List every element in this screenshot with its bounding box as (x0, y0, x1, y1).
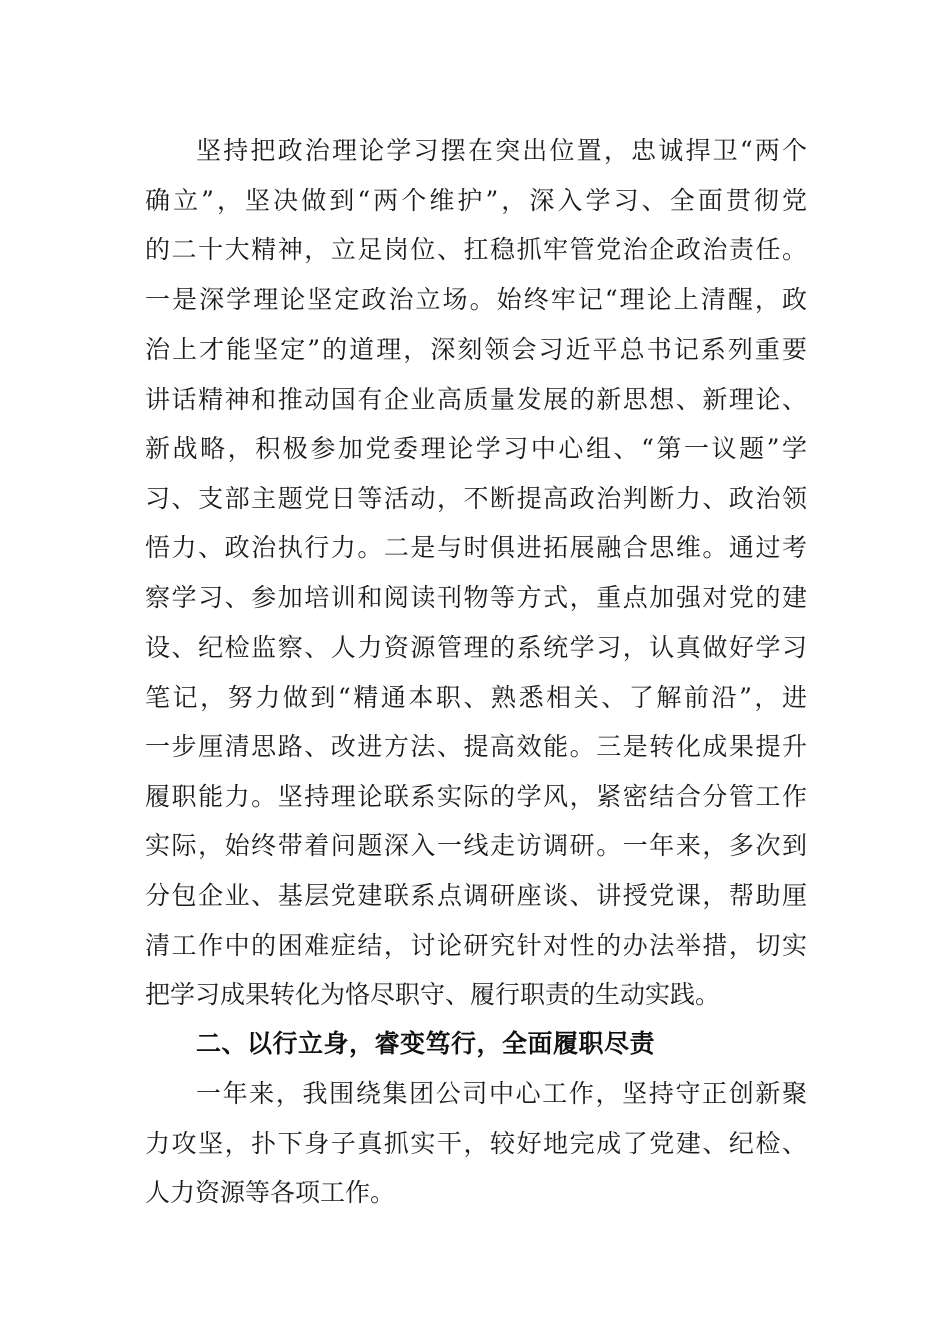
paragraph-1-line-8: 习、支部主题党日等活动，不断提高政治判断力、政治领 (145, 484, 807, 513)
paragraph-1-line-13: 一步厘清思路、改进方法、提高效能。三是转化成果提升 (145, 732, 807, 761)
paragraph-1-line-3: 的二十大精神，立足岗位、扛稳抓牢管党治企政治责任。 (145, 235, 807, 264)
paragraph-1-line-11: 设、纪检监察、人力资源管理的系统学习，认真做好学习 (145, 633, 807, 662)
paragraph-1-line-18: 把学习成果转化为恪尽职守、履行职责的生动实践。 (145, 980, 721, 1009)
paragraph-1-line-1: 坚持把政治理论学习摆在突出位置，忠诚捍卫“两个 (196, 136, 807, 165)
paragraph-1-line-7: 新战略，积极参加党委理论学习中心组、“第一议题”学 (145, 434, 807, 463)
paragraph-2-line-2: 力攻坚，扑下身子真抓实干，较好地完成了党建、纪检、 (145, 1129, 807, 1158)
paragraph-1-line-14: 履职能力。坚持理论联系实际的学风，紧密结合分管工作 (145, 782, 807, 811)
paragraph-2-line-1: 一年来，我围绕集团公司中心工作，坚持守正创新聚 (196, 1079, 807, 1108)
paragraph-1-line-4: 一是深学理论坚定政治立场。始终牢记“理论上清醒，政 (145, 285, 807, 314)
paragraph-1-line-12: 笔记，努力做到“精通本职、熟悉相关、了解前沿”，进 (145, 683, 807, 712)
paragraph-1-line-16: 分包企业、基层党建联系点调研座谈、讲授党课，帮助厘 (145, 881, 807, 910)
paragraph-1-line-15: 实际，始终带着问题深入一线走访调研。一年来，多次到 (145, 831, 807, 860)
paragraph-1-line-6: 讲话精神和推动国有企业高质量发展的新思想、新理论、 (145, 385, 807, 414)
paragraph-1-line-2: 确立”，坚决做到“两个维护”，深入学习、全面贯彻党 (145, 186, 807, 215)
paragraph-1-line-10: 察学习、参加培训和阅读刊物等方式，重点加强对党的建 (145, 583, 807, 612)
paragraph-1-line-9: 悟力、政治执行力。二是与时俱进拓展融合思维。通过考 (145, 533, 807, 562)
section-heading: 二、以行立身，睿变笃行，全面履职尽责 (196, 1029, 656, 1058)
paragraph-1-line-17: 清工作中的困难症结，讨论研究针对性的办法举措，切实 (145, 931, 807, 960)
paragraph-2-line-3: 人力资源等各项工作。 (145, 1178, 396, 1207)
paragraph-1-line-5: 治上才能坚定”的道理，深刻领会习近平总书记系列重要 (145, 335, 807, 364)
